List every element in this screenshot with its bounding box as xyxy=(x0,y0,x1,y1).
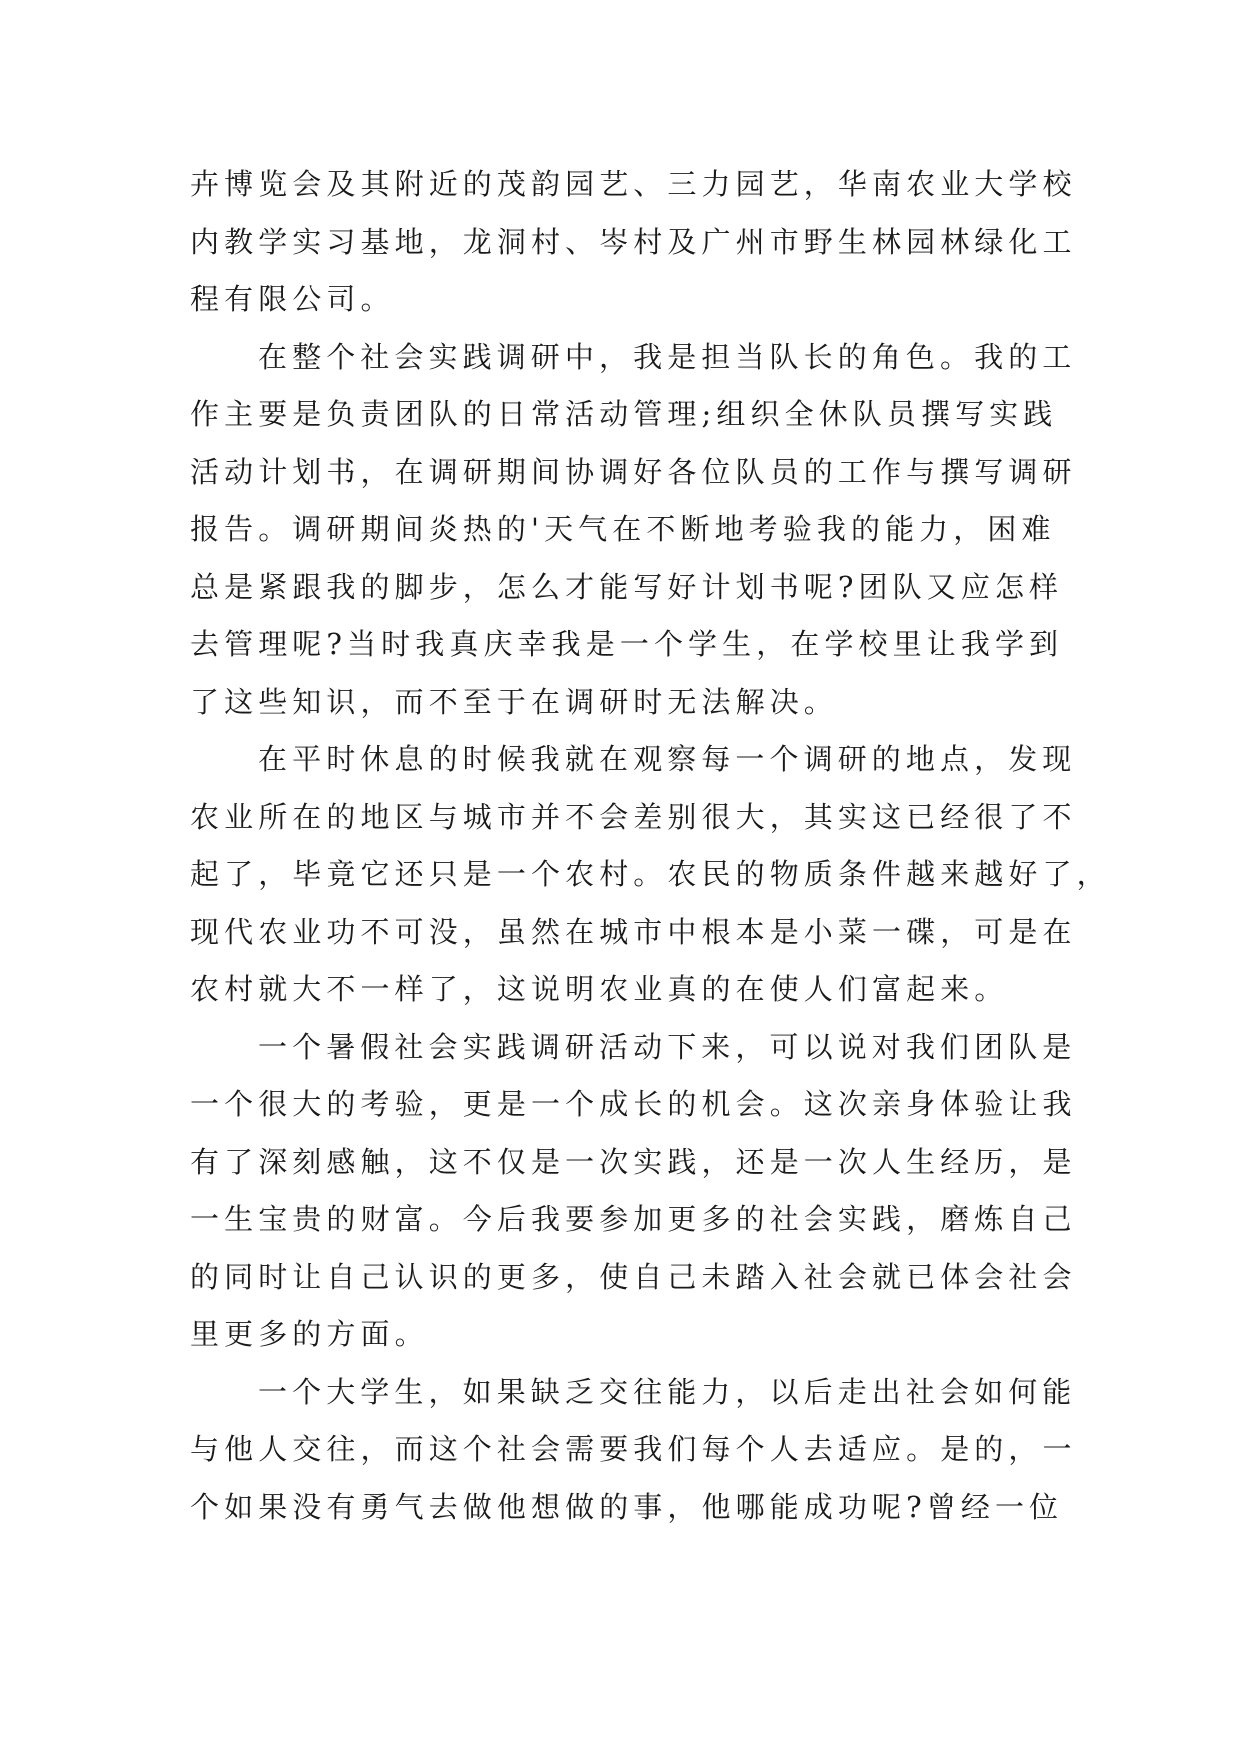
text-line: 与他人交往，而这个社会需要我们每个人去适应。是的，一 xyxy=(190,1432,1077,1466)
text-line: 作主要是负责团队的日常活动管理;组织全休队员撰写实践 xyxy=(190,397,1058,431)
text-line: 一个很大的考验，更是一个成长的机会。这次亲身体验让我 xyxy=(190,1087,1077,1121)
paragraph-first-line: 在整个社会实践调研中，我是担当队长的角色。我的工 xyxy=(258,339,1077,374)
text-line: 活动计划书，在调研期间协调好各位队员的工作与撰写调研 xyxy=(190,454,1077,489)
text-line: 现代农业功不可没，虽然在城市中根本是小菜一碟，可是在 xyxy=(190,914,1077,949)
text-line: 程有限公司。 xyxy=(190,282,395,316)
text-line: 总是紧跟我的脚步，怎么才能写好计划书呢?团队又应怎样 xyxy=(190,569,1064,604)
text-line: 内教学实习基地，龙洞村、岑村及广州市野生林园林绿化工 xyxy=(190,224,1077,259)
text-line: 报告。调研期间炎热的'天气在不断地考验我的能力，困难 xyxy=(190,512,1056,546)
text-line: 个如果没有勇气去做他想做的事，他哪能成功呢?曾经一位 xyxy=(190,1489,1064,1524)
paragraph-first-line: 一个暑假社会实践调研活动下来，可以说对我们团队是 xyxy=(258,1029,1077,1064)
text-line: 起了，毕竟它还只是一个农村。农民的物质条件越来越好了， xyxy=(190,857,1111,891)
text-line: 里更多的方面。 xyxy=(190,1317,429,1351)
body-text xyxy=(190,156,1111,1536)
text-line: 卉博览会及其附近的茂韵园艺、三力园艺，华南农业大学校 xyxy=(190,167,1077,201)
paragraph-first-line: 在平时休息的时候我就在观察每一个调研的地点，发现 xyxy=(258,742,1077,776)
text-line: 的同时让自己认识的更多，使自己未踏入社会就已体会社会 xyxy=(190,1259,1077,1294)
text-line: 一生宝贵的财富。今后我要参加更多的社会实践，磨炼自己 xyxy=(190,1202,1077,1236)
text-line: 农村就大不一样了，这说明农业真的在使人们富起来。 xyxy=(190,972,1009,1006)
text-line: 去管理呢?当时我真庆幸我是一个学生，在学校里让我学到 xyxy=(190,627,1064,661)
text-line: 农业所在的地区与城市并不会差别很大，其实这已经很了不 xyxy=(190,799,1077,834)
paragraph-first-line: 一个大学生，如果缺乏交往能力，以后走出社会如何能 xyxy=(258,1374,1077,1409)
text-line: 了这些知识，而不至于在调研时无法解决。 xyxy=(190,684,838,719)
text-line: 有了深刻感触，这不仅是一次实践，还是一次人生经历，是 xyxy=(190,1144,1077,1179)
